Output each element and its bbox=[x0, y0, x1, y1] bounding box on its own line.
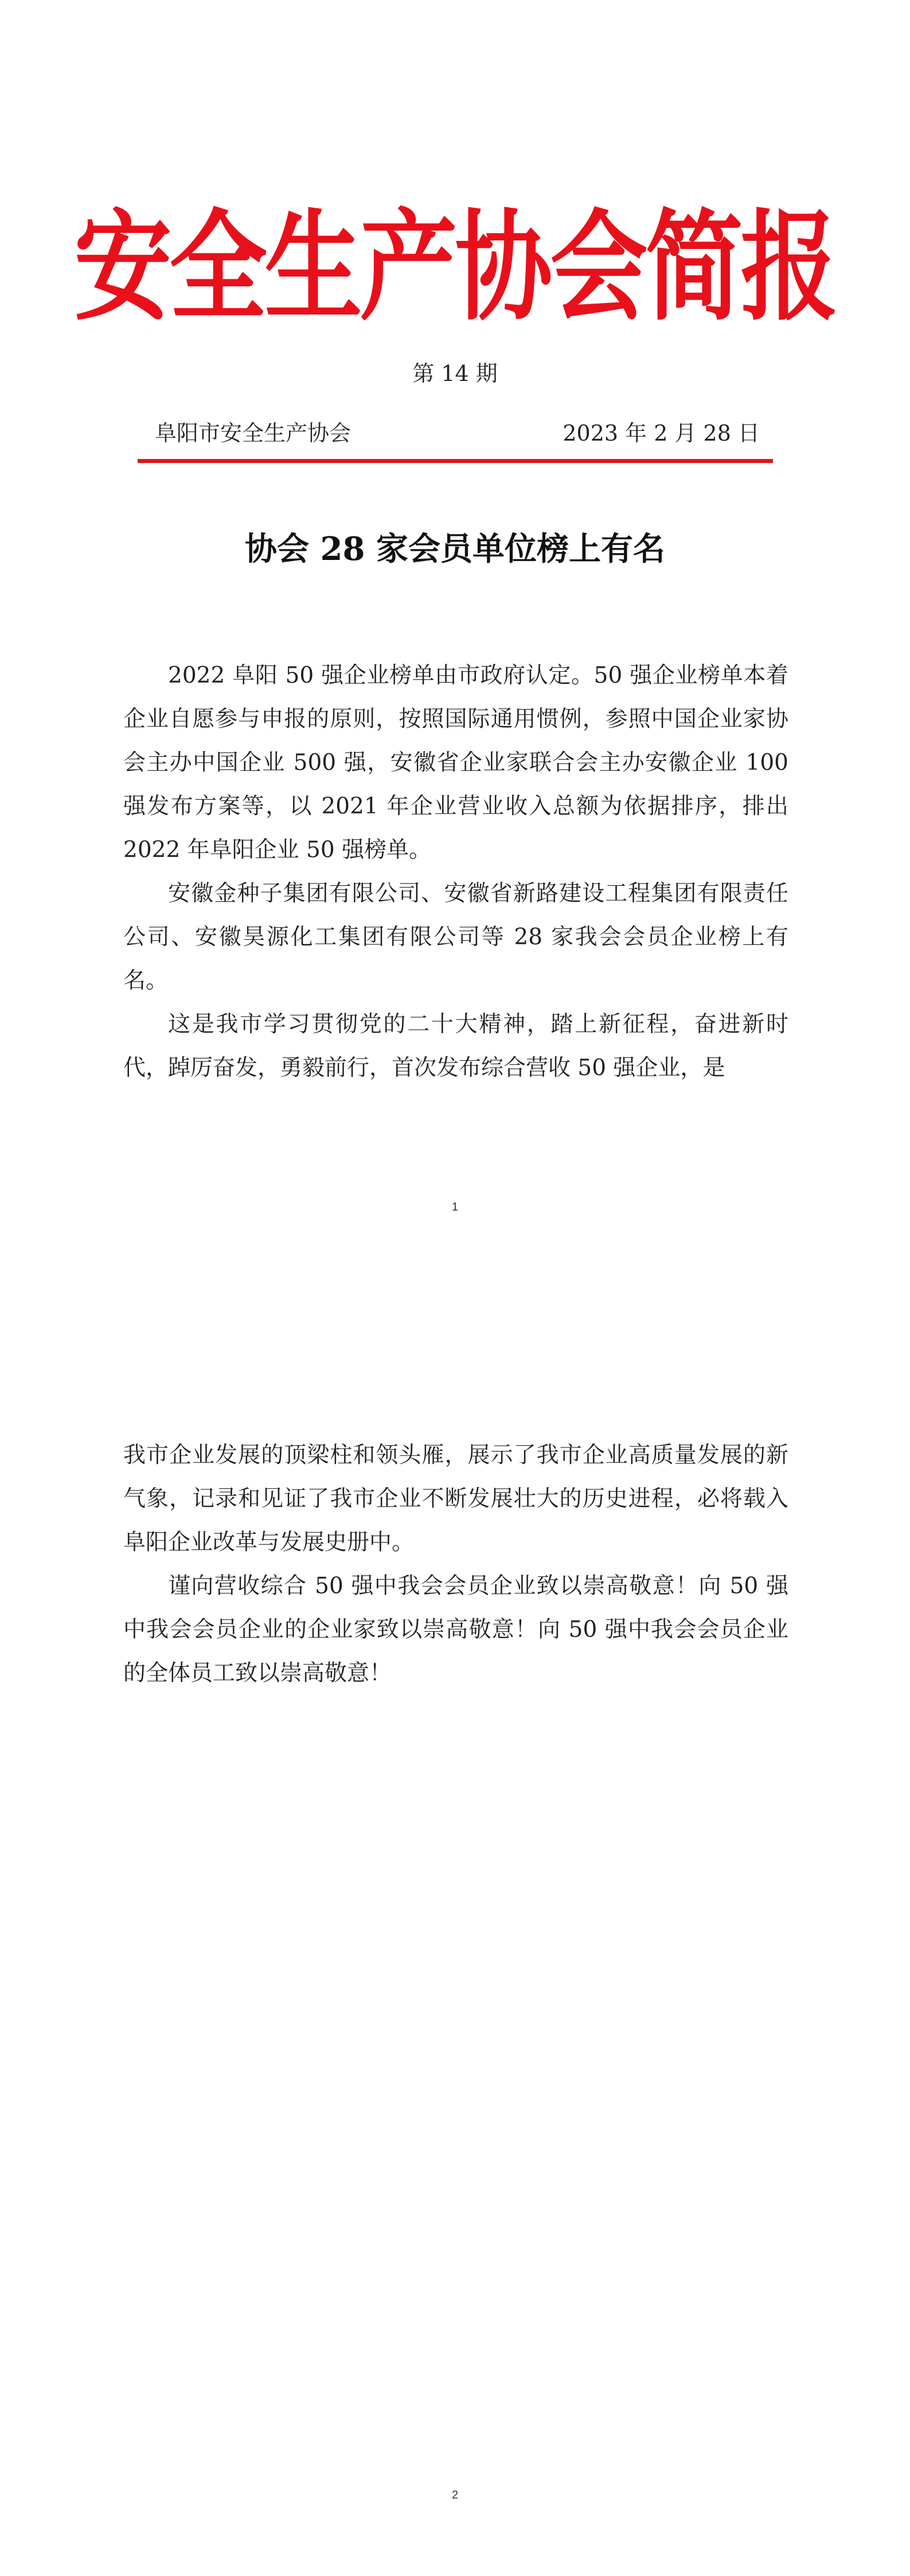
paragraph: 这是我市学习贯彻党的二十大精神，踏上新征程，奋进新时代，踔厉奋发，勇毅前行，首次发布综合营收 50 强企业，是 bbox=[123, 1011, 788, 1081]
masthead-title: 安全生产协会简报 bbox=[74, 199, 836, 337]
paragraph: 2022 阜阳 50 强企业榜单由市政府认定。50 强企业榜单本着企业自愿参与申报的原则，按照国际通用惯例，参照中国企业家协会主办中国企业 500 强，安徽省企业家联合会主办安徽企业 100 强发布方案等，以 2021 年企业营业收入总额为依据排序，排出 2022 年阜阳企业 50 强榜单。 bbox=[123, 663, 788, 863]
article-headline: 协会 28 家会员单位榜上有名 bbox=[245, 530, 665, 568]
header-divider bbox=[138, 459, 773, 463]
paragraph-continuation: 我市企业发展的顶梁柱和领头雁，展示了我市企业高质量发展的新气象，记录和见证了我市企业不断发展壮大的历史进程，必将载入阜阳企业改革与发展史册中。 bbox=[123, 1442, 788, 1555]
publish-date: 2023 年 2 月 28 日 bbox=[563, 421, 760, 446]
article-body-page-2 bbox=[123, 1434, 788, 1695]
paragraph: 谨向营收综合 50 强中我会会员企业致以崇高敬意！向 50 强中我会会员企业的企业家致以崇高敬意！向 50 强中我会会员企业的全体员工致以崇高敬意！ bbox=[123, 1573, 788, 1686]
article-body-page-1 bbox=[123, 654, 788, 1090]
document-page-2 bbox=[0, 1288, 910, 2576]
issue-number: 第 14 期 bbox=[412, 361, 498, 386]
publisher-name: 阜阳市安全生产协会 bbox=[155, 421, 351, 446]
paragraph: 安徽金种子集团有限公司、安徽省新路建设工程集团有限责任公司、安徽昊源化工集团有限公司等 28 家我会会员企业榜上有名。 bbox=[123, 881, 788, 994]
page-number: 1 bbox=[451, 1201, 459, 1213]
page-number: 2 bbox=[451, 2489, 459, 2501]
